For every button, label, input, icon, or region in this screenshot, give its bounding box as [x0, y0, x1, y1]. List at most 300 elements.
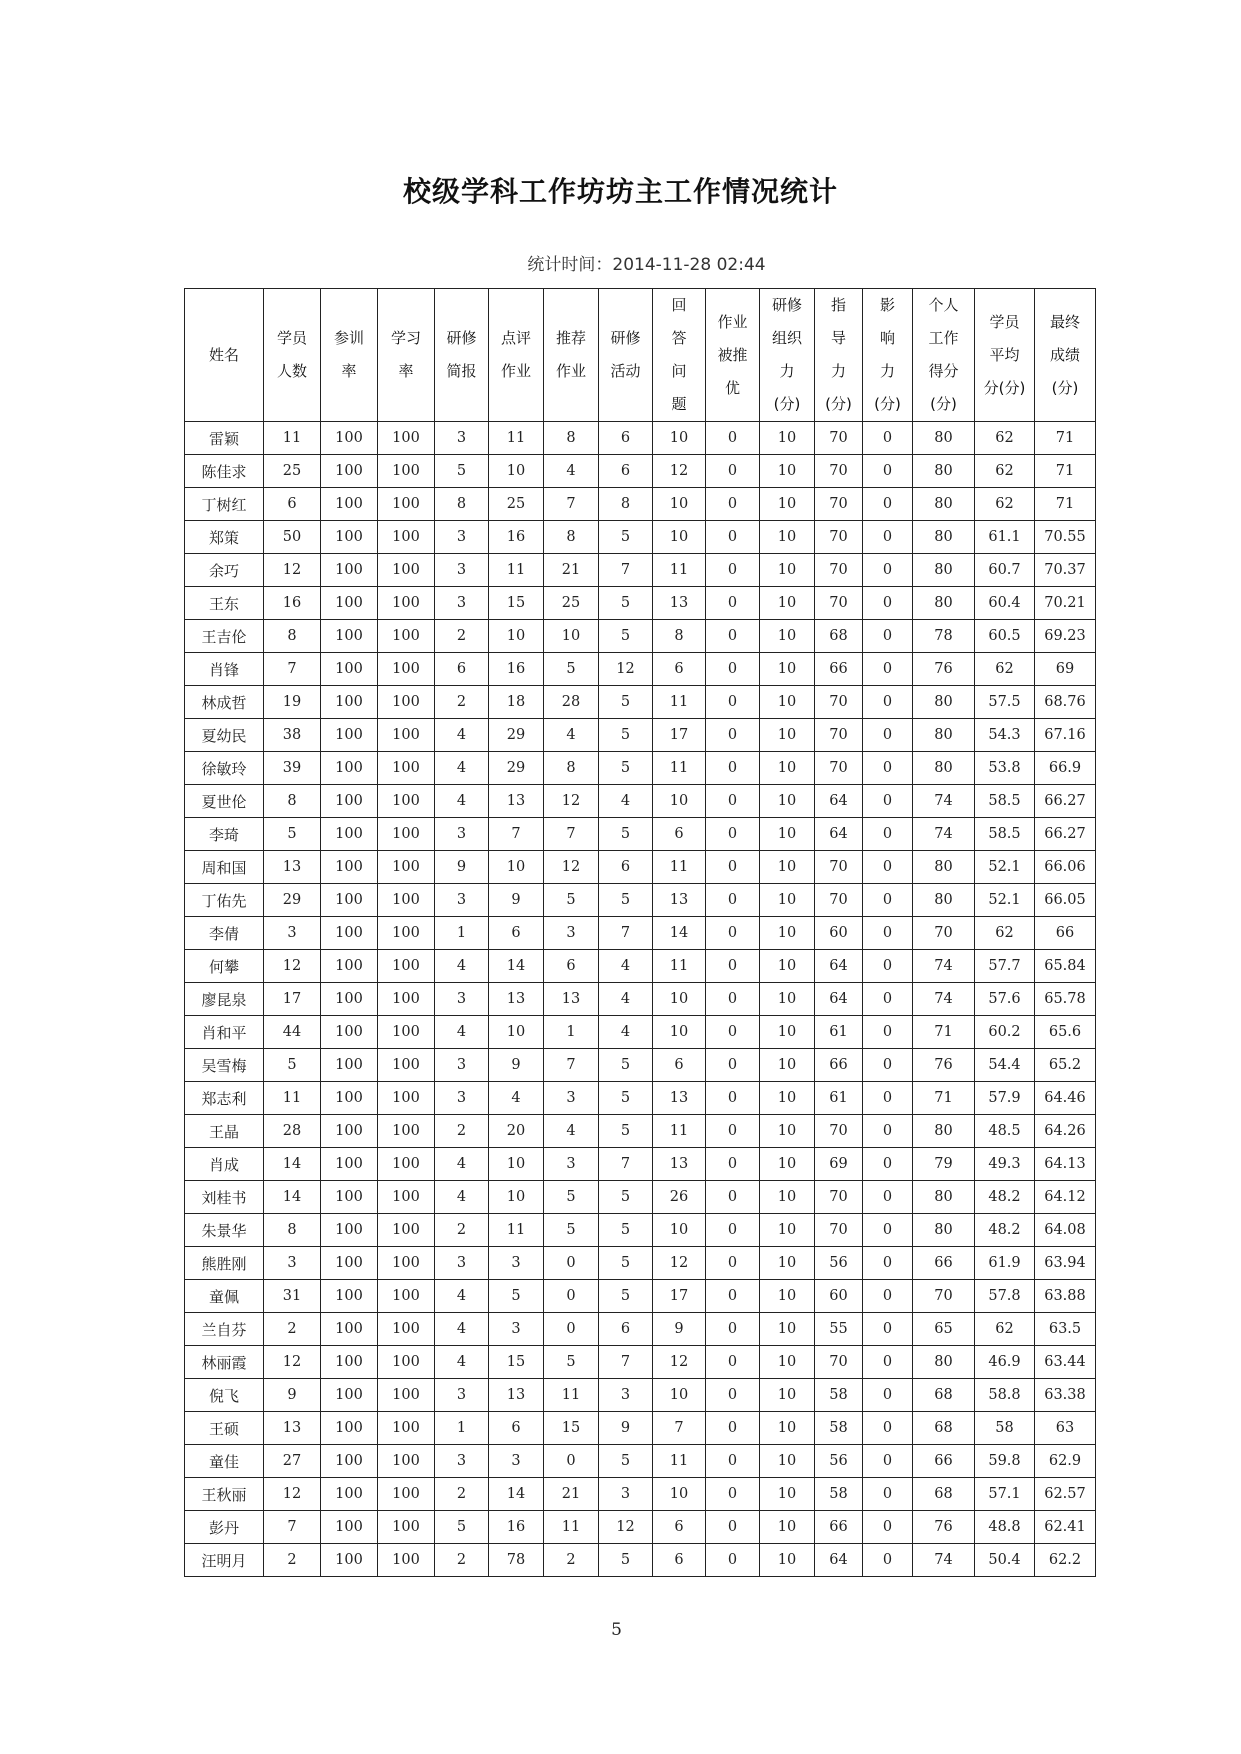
- value-cell: 100: [321, 752, 378, 785]
- column-header: [321, 289, 378, 422]
- column-header-line: 研修: [610, 329, 641, 347]
- value-cell: 10: [760, 884, 815, 917]
- table-row: [185, 554, 1096, 587]
- value-cell: 6: [653, 1511, 706, 1544]
- value-cell: 0: [863, 1247, 913, 1280]
- value-cell: 0: [544, 1445, 599, 1478]
- value-cell: 16: [489, 1511, 544, 1544]
- value-cell: 10: [489, 1181, 544, 1214]
- table-row: [185, 1214, 1096, 1247]
- value-cell: 11: [264, 1082, 321, 1115]
- value-cell: 14: [489, 950, 544, 983]
- column-header-line: (分): [1051, 378, 1079, 397]
- value-cell: 65.6: [1035, 1016, 1096, 1049]
- value-cell: 46.9: [975, 1346, 1035, 1379]
- value-cell: 65: [913, 1313, 975, 1346]
- table-row: [185, 1445, 1096, 1478]
- value-cell: 64.46: [1035, 1082, 1096, 1115]
- value-cell: 74: [913, 785, 975, 818]
- value-cell: 58: [815, 1412, 863, 1445]
- value-cell: 60: [815, 917, 863, 950]
- value-cell: 12: [264, 1346, 321, 1379]
- value-cell: 0: [706, 653, 760, 686]
- value-cell: 70: [913, 1280, 975, 1313]
- value-cell: 10: [653, 1478, 706, 1511]
- value-cell: 100: [378, 1346, 435, 1379]
- stats-table: [184, 288, 1096, 1577]
- name-cell: 兰自芬: [185, 1313, 264, 1346]
- table-row: [185, 521, 1096, 554]
- value-cell: 6: [653, 1544, 706, 1577]
- value-cell: 10: [760, 1478, 815, 1511]
- value-cell: 10: [760, 1247, 815, 1280]
- value-cell: 100: [321, 1049, 378, 1082]
- column-header-line: 作业: [555, 362, 586, 380]
- name-cell: 廖昆泉: [185, 983, 264, 1016]
- value-cell: 5: [544, 884, 599, 917]
- value-cell: 100: [321, 1412, 378, 1445]
- value-cell: 3: [489, 1313, 544, 1346]
- value-cell: 64: [815, 950, 863, 983]
- value-cell: 66.9: [1035, 752, 1096, 785]
- value-cell: 62.41: [1035, 1511, 1096, 1544]
- header-row: [185, 289, 1096, 422]
- value-cell: 100: [321, 1544, 378, 1577]
- value-cell: 69: [1035, 653, 1096, 686]
- value-cell: 49.3: [975, 1148, 1035, 1181]
- value-cell: 100: [321, 521, 378, 554]
- table-row: [185, 818, 1096, 851]
- table-row: [185, 422, 1096, 455]
- value-cell: 17: [653, 719, 706, 752]
- value-cell: 0: [544, 1247, 599, 1280]
- value-cell: 4: [544, 719, 599, 752]
- value-cell: 100: [378, 719, 435, 752]
- name-cell: 丁树红: [185, 488, 264, 521]
- value-cell: 25: [544, 587, 599, 620]
- value-cell: 0: [706, 686, 760, 719]
- value-cell: 0: [863, 521, 913, 554]
- value-cell: 7: [599, 554, 653, 587]
- value-cell: 10: [760, 1115, 815, 1148]
- value-cell: 0: [863, 488, 913, 521]
- column-header-line: 研修: [446, 329, 477, 347]
- value-cell: 100: [378, 1181, 435, 1214]
- value-cell: 76: [913, 1049, 975, 1082]
- value-cell: 26: [653, 1181, 706, 1214]
- value-cell: 0: [863, 1445, 913, 1478]
- value-cell: 100: [378, 1544, 435, 1577]
- value-cell: 7: [264, 653, 321, 686]
- value-cell: 16: [489, 521, 544, 554]
- column-header-line: 导: [830, 329, 846, 347]
- value-cell: 4: [489, 1082, 544, 1115]
- value-cell: 11: [653, 554, 706, 587]
- value-cell: 0: [706, 1082, 760, 1115]
- value-cell: 0: [863, 884, 913, 917]
- value-cell: 0: [706, 983, 760, 1016]
- value-cell: 4: [599, 1016, 653, 1049]
- value-cell: 4: [435, 1313, 489, 1346]
- value-cell: 100: [378, 752, 435, 785]
- name-cell: 丁佑先: [185, 884, 264, 917]
- value-cell: 7: [653, 1412, 706, 1445]
- column-header-line: (分): [874, 395, 901, 413]
- value-cell: 100: [378, 620, 435, 653]
- value-cell: 63: [1035, 1412, 1096, 1445]
- value-cell: 10: [760, 686, 815, 719]
- value-cell: 78: [489, 1544, 544, 1577]
- value-cell: 10: [760, 653, 815, 686]
- value-cell: 57.1: [975, 1478, 1035, 1511]
- value-cell: 80: [913, 587, 975, 620]
- name-cell: 王吉伦: [185, 620, 264, 653]
- value-cell: 0: [863, 719, 913, 752]
- value-cell: 3: [435, 587, 489, 620]
- value-cell: 80: [913, 1115, 975, 1148]
- value-cell: 54.4: [975, 1049, 1035, 1082]
- column-header: [706, 289, 760, 422]
- column-header-line: (分): [825, 395, 852, 413]
- value-cell: 8: [599, 488, 653, 521]
- value-cell: 70: [815, 554, 863, 587]
- value-cell: 4: [435, 1181, 489, 1214]
- value-cell: 4: [435, 719, 489, 752]
- value-cell: 0: [863, 818, 913, 851]
- table-row: [185, 983, 1096, 1016]
- value-cell: 13: [653, 884, 706, 917]
- column-header-line: 力: [779, 362, 795, 380]
- value-cell: 61.1: [975, 521, 1035, 554]
- column-header-line: 成绩: [1049, 345, 1080, 364]
- value-cell: 6: [264, 488, 321, 521]
- value-cell: 44: [264, 1016, 321, 1049]
- value-cell: 48.8: [975, 1511, 1035, 1544]
- value-cell: 38: [264, 719, 321, 752]
- table-row: [185, 917, 1096, 950]
- value-cell: 66.06: [1035, 851, 1096, 884]
- value-cell: 10: [760, 1379, 815, 1412]
- value-cell: 100: [321, 983, 378, 1016]
- value-cell: 0: [863, 785, 913, 818]
- value-cell: 80: [913, 752, 975, 785]
- value-cell: 10: [760, 455, 815, 488]
- value-cell: 74: [913, 818, 975, 851]
- value-cell: 0: [863, 1544, 913, 1577]
- value-cell: 76: [913, 653, 975, 686]
- value-cell: 20: [489, 1115, 544, 1148]
- value-cell: 80: [913, 422, 975, 455]
- value-cell: 12: [599, 1511, 653, 1544]
- value-cell: 79: [913, 1148, 975, 1181]
- table-row: [185, 620, 1096, 653]
- value-cell: 64: [815, 785, 863, 818]
- value-cell: 4: [599, 950, 653, 983]
- column-header-line: 推荐: [555, 329, 586, 347]
- value-cell: 5: [264, 1049, 321, 1082]
- value-cell: 0: [544, 1280, 599, 1313]
- value-cell: 8: [544, 422, 599, 455]
- value-cell: 100: [378, 1379, 435, 1412]
- value-cell: 8: [544, 521, 599, 554]
- value-cell: 9: [264, 1379, 321, 1412]
- value-cell: 10: [760, 1346, 815, 1379]
- value-cell: 80: [913, 1346, 975, 1379]
- value-cell: 69.23: [1035, 620, 1096, 653]
- table-row: [185, 950, 1096, 983]
- value-cell: 57.5: [975, 686, 1035, 719]
- value-cell: 80: [913, 884, 975, 917]
- value-cell: 0: [706, 1016, 760, 1049]
- value-cell: 11: [653, 950, 706, 983]
- value-cell: 71: [1035, 455, 1096, 488]
- value-cell: 62: [975, 455, 1035, 488]
- name-cell: 陈佳求: [185, 455, 264, 488]
- stat-time: 统计时间：2014-11-28 02:44: [527, 255, 766, 275]
- value-cell: 10: [653, 1379, 706, 1412]
- value-cell: 12: [544, 785, 599, 818]
- value-cell: 100: [321, 851, 378, 884]
- value-cell: 25: [489, 488, 544, 521]
- value-cell: 3: [489, 1247, 544, 1280]
- value-cell: 13: [264, 851, 321, 884]
- value-cell: 100: [321, 686, 378, 719]
- value-cell: 10: [760, 950, 815, 983]
- value-cell: 0: [706, 818, 760, 851]
- value-cell: 0: [706, 1049, 760, 1082]
- table-row: [185, 851, 1096, 884]
- value-cell: 5: [599, 521, 653, 554]
- name-cell: 彭丹: [185, 1511, 264, 1544]
- value-cell: 65.78: [1035, 983, 1096, 1016]
- value-cell: 64.08: [1035, 1214, 1096, 1247]
- value-cell: 68: [815, 620, 863, 653]
- value-cell: 11: [264, 422, 321, 455]
- table-row: [185, 1247, 1096, 1280]
- column-header: [913, 289, 975, 422]
- value-cell: 15: [489, 587, 544, 620]
- value-cell: 12: [264, 554, 321, 587]
- value-cell: 62.57: [1035, 1478, 1096, 1511]
- value-cell: 5: [435, 455, 489, 488]
- value-cell: 70: [815, 521, 863, 554]
- value-cell: 67.16: [1035, 719, 1096, 752]
- value-cell: 7: [264, 1511, 321, 1544]
- table-row: [185, 488, 1096, 521]
- value-cell: 65.2: [1035, 1049, 1096, 1082]
- column-header-line: 指: [830, 296, 846, 314]
- value-cell: 10: [760, 719, 815, 752]
- value-cell: 100: [378, 1412, 435, 1445]
- column-header-line: 分(分): [983, 378, 1026, 397]
- value-cell: 0: [863, 620, 913, 653]
- value-cell: 0: [863, 1412, 913, 1445]
- name-cell: 夏世伦: [185, 785, 264, 818]
- value-cell: 100: [321, 1379, 378, 1412]
- value-cell: 1: [544, 1016, 599, 1049]
- column-header-line: 个人: [928, 296, 959, 314]
- value-cell: 6: [599, 422, 653, 455]
- value-cell: 6: [489, 917, 544, 950]
- value-cell: 7: [489, 818, 544, 851]
- column-header: [185, 289, 264, 422]
- table-row: [185, 1511, 1096, 1544]
- value-cell: 68: [913, 1478, 975, 1511]
- value-cell: 3: [435, 1247, 489, 1280]
- value-cell: 58: [815, 1478, 863, 1511]
- table-row: [185, 1148, 1096, 1181]
- value-cell: 10: [760, 1544, 815, 1577]
- page-title: 校级学科工作坊坊主工作情况统计: [402, 175, 838, 208]
- value-cell: 66: [913, 1445, 975, 1478]
- value-cell: 5: [599, 1280, 653, 1313]
- value-cell: 21: [544, 554, 599, 587]
- value-cell: 1: [435, 1412, 489, 1445]
- value-cell: 21: [544, 1478, 599, 1511]
- value-cell: 0: [863, 851, 913, 884]
- table-row: [185, 884, 1096, 917]
- value-cell: 6: [544, 950, 599, 983]
- value-cell: 63.88: [1035, 1280, 1096, 1313]
- value-cell: 0: [863, 422, 913, 455]
- value-cell: 48.5: [975, 1115, 1035, 1148]
- value-cell: 64.12: [1035, 1181, 1096, 1214]
- value-cell: 100: [321, 455, 378, 488]
- value-cell: 10: [760, 1148, 815, 1181]
- value-cell: 11: [653, 686, 706, 719]
- table-row: [185, 1181, 1096, 1214]
- value-cell: 7: [544, 488, 599, 521]
- value-cell: 10: [489, 1016, 544, 1049]
- value-cell: 3: [435, 818, 489, 851]
- column-header-line: 简报: [446, 362, 477, 380]
- value-cell: 10: [760, 1214, 815, 1247]
- value-cell: 10: [653, 422, 706, 455]
- value-cell: 10: [760, 587, 815, 620]
- value-cell: 100: [321, 1445, 378, 1478]
- value-cell: 2: [435, 1478, 489, 1511]
- value-cell: 0: [706, 1412, 760, 1445]
- value-cell: 8: [544, 752, 599, 785]
- value-cell: 80: [913, 719, 975, 752]
- value-cell: 60.5: [975, 620, 1035, 653]
- value-cell: 100: [321, 1313, 378, 1346]
- value-cell: 60.2: [975, 1016, 1035, 1049]
- table-row: [185, 455, 1096, 488]
- value-cell: 0: [863, 1280, 913, 1313]
- value-cell: 63.5: [1035, 1313, 1096, 1346]
- value-cell: 50: [264, 521, 321, 554]
- value-cell: 0: [863, 686, 913, 719]
- value-cell: 10: [653, 1214, 706, 1247]
- value-cell: 70.37: [1035, 554, 1096, 587]
- value-cell: 66: [815, 653, 863, 686]
- value-cell: 60: [815, 1280, 863, 1313]
- value-cell: 70: [913, 917, 975, 950]
- value-cell: 5: [544, 653, 599, 686]
- value-cell: 6: [599, 1313, 653, 1346]
- value-cell: 0: [706, 521, 760, 554]
- value-cell: 3: [264, 1247, 321, 1280]
- value-cell: 10: [760, 983, 815, 1016]
- value-cell: 100: [378, 1214, 435, 1247]
- value-cell: 100: [378, 950, 435, 983]
- value-cell: 8: [264, 785, 321, 818]
- value-cell: 55: [815, 1313, 863, 1346]
- value-cell: 66.27: [1035, 785, 1096, 818]
- value-cell: 100: [378, 554, 435, 587]
- value-cell: 80: [913, 1181, 975, 1214]
- value-cell: 62: [975, 917, 1035, 950]
- value-cell: 0: [706, 587, 760, 620]
- column-header-line: 参训: [333, 329, 364, 347]
- value-cell: 10: [760, 1313, 815, 1346]
- value-cell: 100: [378, 1313, 435, 1346]
- value-cell: 100: [321, 884, 378, 917]
- value-cell: 62: [975, 488, 1035, 521]
- value-cell: 3: [544, 1082, 599, 1115]
- value-cell: 29: [489, 719, 544, 752]
- table-row: [185, 1412, 1096, 1445]
- value-cell: 58.8: [975, 1379, 1035, 1412]
- value-cell: 56: [815, 1247, 863, 1280]
- name-cell: 林丽霞: [185, 1346, 264, 1379]
- name-cell: 熊胜刚: [185, 1247, 264, 1280]
- value-cell: 10: [760, 488, 815, 521]
- value-cell: 80: [913, 686, 975, 719]
- value-cell: 3: [599, 1478, 653, 1511]
- value-cell: 100: [321, 1280, 378, 1313]
- column-header-line: 最终: [1049, 312, 1080, 331]
- value-cell: 70: [815, 1115, 863, 1148]
- value-cell: 11: [544, 1511, 599, 1544]
- value-cell: 11: [489, 1214, 544, 1247]
- column-header: [378, 289, 435, 422]
- column-header-line: 力: [879, 362, 895, 380]
- value-cell: 62: [975, 1313, 1035, 1346]
- value-cell: 48.2: [975, 1181, 1035, 1214]
- value-cell: 10: [489, 455, 544, 488]
- value-cell: 3: [599, 1379, 653, 1412]
- value-cell: 100: [321, 785, 378, 818]
- table-row: [185, 587, 1096, 620]
- name-cell: 汪明月: [185, 1544, 264, 1577]
- value-cell: 53.8: [975, 752, 1035, 785]
- value-cell: 10: [653, 488, 706, 521]
- column-header: [815, 289, 863, 422]
- value-cell: 10: [653, 521, 706, 554]
- value-cell: 70: [815, 587, 863, 620]
- value-cell: 100: [321, 1148, 378, 1181]
- value-cell: 100: [321, 917, 378, 950]
- value-cell: 2: [435, 686, 489, 719]
- name-cell: 吴雪梅: [185, 1049, 264, 1082]
- value-cell: 100: [321, 1511, 378, 1544]
- value-cell: 100: [321, 950, 378, 983]
- value-cell: 2: [435, 620, 489, 653]
- value-cell: 3: [435, 884, 489, 917]
- value-cell: 4: [544, 455, 599, 488]
- value-cell: 17: [264, 983, 321, 1016]
- value-cell: 5: [599, 620, 653, 653]
- value-cell: 10: [760, 1181, 815, 1214]
- value-cell: 6: [599, 455, 653, 488]
- column-header-line: 学员: [276, 329, 307, 347]
- value-cell: 80: [913, 488, 975, 521]
- value-cell: 76: [913, 1511, 975, 1544]
- value-cell: 31: [264, 1280, 321, 1313]
- value-cell: 100: [378, 1247, 435, 1280]
